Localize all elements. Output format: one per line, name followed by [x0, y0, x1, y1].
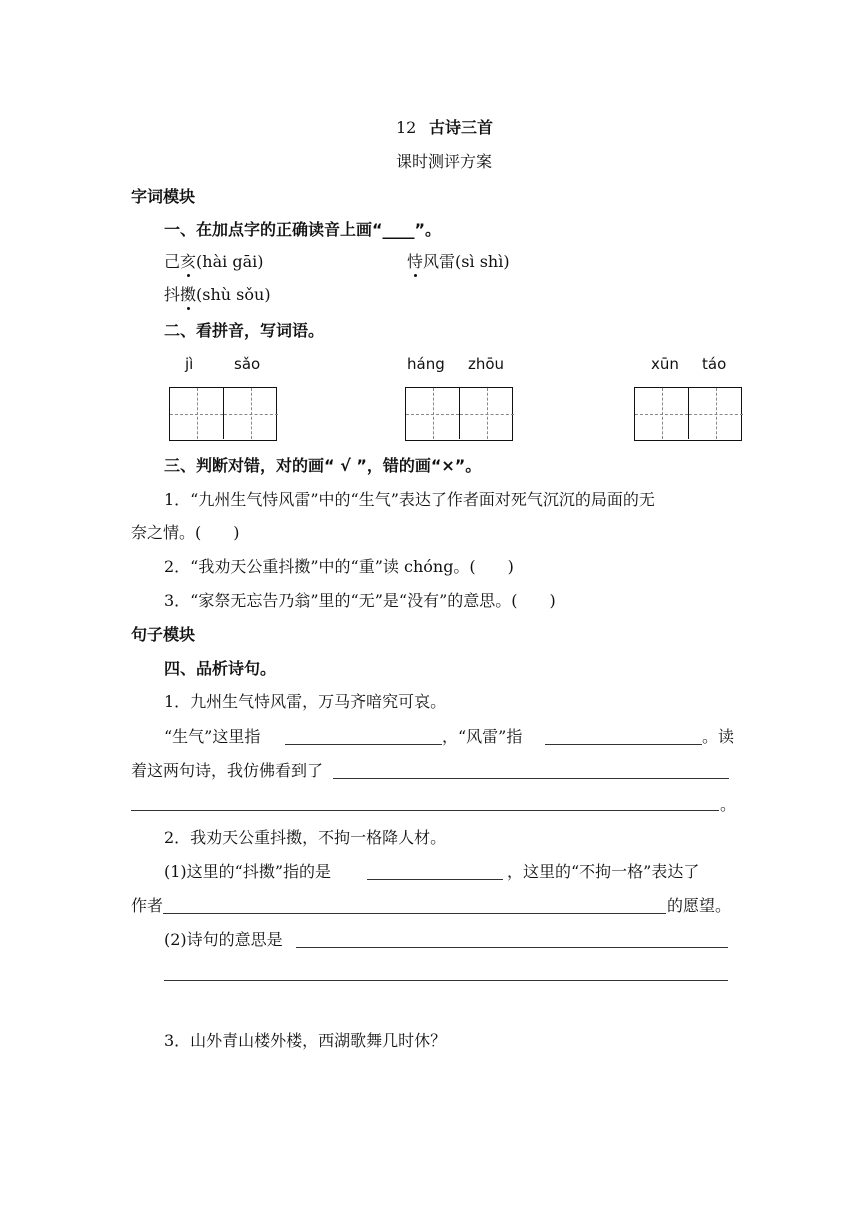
pinyin-label: sǎo [234, 355, 261, 373]
answer-blank[interactable] [163, 913, 666, 914]
question-4-title: 四、品析诗句。 [164, 659, 277, 678]
answer-blank[interactable] [285, 744, 442, 745]
page-subtitle: 课时测评方案 [396, 152, 493, 171]
s1-text-e: 。 [720, 795, 737, 814]
s2-text-a: (1)这里的“抖擞”指的是 [164, 862, 332, 881]
q1-item-1: 己亥(hài gāi) [164, 252, 264, 271]
lesson-number: 12 [396, 118, 417, 137]
section-heading-words: 字词模块 [131, 187, 196, 206]
s1-text-c: 。读 [702, 727, 735, 746]
s1-text-d: 着这两句诗，我仿佛看到了 [131, 761, 324, 780]
answer-blank[interactable] [296, 947, 728, 948]
poem-line-2: 2．我劝天公重抖擞，不拘一格降人材。 [164, 828, 447, 847]
question-2-title: 二、看拼音，写词语。 [164, 321, 325, 340]
q3-item-3: 3．“家祭无忘告乃翁”里的“无”是“没有”的意思。( ) [164, 591, 556, 610]
poem-line-1: 1．九州生气恃风雷，万马齐喑究可哀。 [164, 692, 447, 711]
writing-grid[interactable] [169, 387, 277, 441]
question-1-title: 一、在加点字的正确读音上画“____”。 [164, 220, 442, 239]
section-heading-sentences: 句子模块 [131, 625, 196, 644]
s2-text-d: 的愿望。 [667, 896, 732, 915]
q3-item-1: 1．“九州生气恃风雷”中的“生气”表达了作者面对死气沉沉的局面的无 [164, 490, 655, 509]
q1-item-2: 恃风雷(sì shì) [407, 252, 510, 271]
pinyin-label: zhōu [468, 355, 505, 373]
page-title: 古诗三首 [429, 118, 494, 137]
s2-text-c: 作者 [131, 896, 164, 915]
poem-line-3: 3．山外青山楼外楼，西湖歌舞几时休？ [164, 1031, 447, 1050]
pinyin-label: xūn [651, 355, 679, 373]
q1-item-3: 抖擞(shù sǒu) [164, 285, 271, 304]
q3-item-1-cont: 奈之情。( ) [131, 523, 240, 542]
s1-text-a: “生气”这里指 [164, 727, 261, 746]
s1-text-b: ，“风雷”指 [442, 727, 523, 746]
writing-grid[interactable] [405, 387, 513, 441]
answer-blank[interactable] [333, 778, 729, 779]
pinyin-label: táo [702, 355, 727, 373]
question-3-title: 三、判断对错，对的画“ √ ”，错的画“×”。 [164, 456, 482, 475]
dotted-char: 亥 [180, 252, 197, 271]
pinyin-label: háng [407, 355, 445, 373]
answer-blank[interactable] [164, 980, 728, 981]
pinyin-label: jì [185, 355, 194, 373]
dotted-char: 擞 [180, 285, 197, 304]
answer-blank[interactable] [545, 744, 702, 745]
answer-blank[interactable] [367, 879, 503, 880]
s2-text-b: ，这里的“不拘一格”表达了 [507, 862, 700, 881]
q3-item-2: 2．“我劝天公重抖擞”中的“重”读 chóng。( ) [164, 557, 514, 576]
dotted-char: 恃 [407, 252, 424, 271]
s2-text-e: (2)诗句的意思是 [164, 930, 283, 949]
writing-grid[interactable] [634, 387, 742, 441]
answer-blank[interactable] [131, 810, 719, 811]
